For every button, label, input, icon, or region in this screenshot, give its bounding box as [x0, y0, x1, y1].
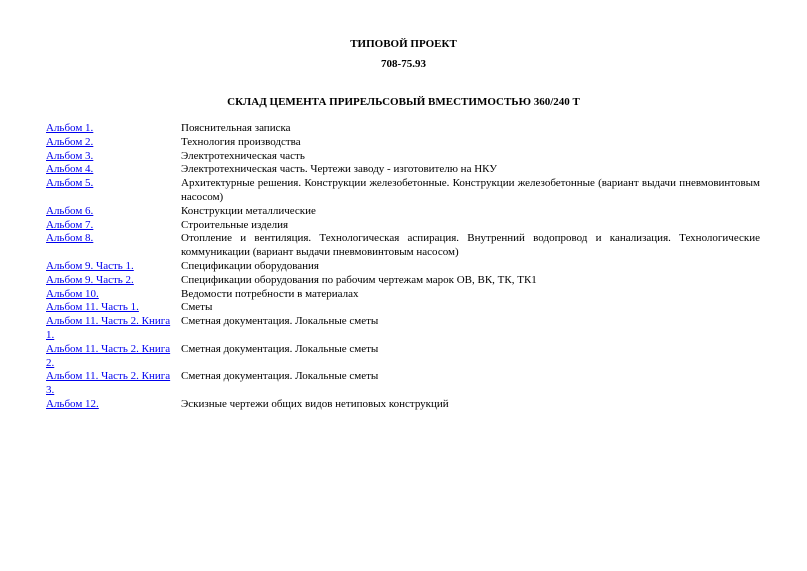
album-link[interactable]: Альбом 5.: [46, 177, 94, 190]
album-cell: [46, 177, 181, 205]
album-description: Сметная документация. Локальные сметы: [181, 315, 379, 328]
album-description: Электротехническая часть. Чертежи заводу - изготовителю на НКУ: [181, 163, 498, 176]
album-link[interactable]: Альбом 4.: [46, 163, 94, 176]
album-description: Архитектурные решения. Конструкции железобетонные. Конструкции железобетонные (вариант выдачи пневмовинтовым насосом): [181, 177, 760, 203]
album-description: Отопление и вентиляция. Технологическая аспирация. Внутренний водопровод и канализация. Технологические коммуникации (вариант выдачи пневмовинтовым насосом): [181, 232, 760, 259]
album-description: Строительные изделия: [181, 218, 289, 231]
album-description: Пояснительная записка: [181, 122, 291, 134]
album-description: Сметная документация. Локальные сметы: [181, 342, 379, 355]
project-code: 708-75.93: [381, 58, 426, 70]
album-row: [46, 288, 760, 302]
album-description: Спецификации оборудования: [181, 259, 319, 272]
album-link[interactable]: Альбом 10.: [46, 287, 99, 300]
album-row: [46, 205, 760, 219]
album-description: Конструкции металлические: [181, 204, 316, 217]
album-row: [46, 163, 760, 177]
album-description: Сметы: [181, 301, 213, 314]
album-row: [46, 301, 760, 315]
album-cell: [46, 370, 181, 398]
album-cell: [46, 122, 181, 136]
album-rows: [46, 122, 760, 412]
album-link[interactable]: Альбом 9. Часть 2.: [46, 273, 134, 286]
album-row: [46, 398, 760, 412]
album-cell: [46, 274, 181, 288]
album-cell: [46, 301, 181, 315]
album-row: [46, 260, 760, 274]
album-link[interactable]: Альбом 9. Часть 1.: [46, 259, 134, 272]
album-link[interactable]: Альбом 11. Часть 2. Книга 1.: [46, 315, 171, 341]
album-link[interactable]: Альбом 1.: [46, 122, 94, 134]
album-link[interactable]: Альбом 2.: [46, 135, 94, 148]
album-row: [46, 122, 760, 136]
album-cell: [46, 136, 181, 150]
album-cell: [46, 219, 181, 233]
album-row: [46, 370, 760, 398]
album-row: [46, 315, 760, 343]
album-cell: [46, 205, 181, 219]
album-link[interactable]: Альбом 11. Часть 2. Книга 3.: [46, 370, 171, 397]
album-description: Эскизные чертежи общих видов нетиповых конструкций: [181, 397, 449, 410]
album-link[interactable]: Альбом 3.: [46, 149, 94, 162]
album-cell: [46, 315, 181, 343]
album-row: [46, 343, 760, 371]
album-link[interactable]: Альбом 11. Часть 1.: [46, 301, 139, 314]
album-cell: [46, 343, 181, 371]
album-row: [46, 136, 760, 150]
album-row: [46, 232, 760, 260]
album-description: Электротехническая часть: [181, 149, 305, 162]
album-description: Сметная документация. Локальные сметы: [181, 370, 379, 383]
album-link[interactable]: Альбом 7.: [46, 218, 94, 231]
project-type-heading: ТИПОВОЙ ПРОЕКТ: [350, 38, 457, 50]
album-link[interactable]: Альбом 6.: [46, 204, 94, 217]
album-link[interactable]: Альбом 8.: [46, 232, 94, 245]
album-cell: [46, 260, 181, 274]
project-name: СКЛАД ЦЕМЕНТА ПРИРЕЛЬСОВЫЙ ВМЕСТИМОСТЬЮ 360/240 Т: [227, 96, 580, 108]
album-list: [46, 122, 760, 412]
album-link[interactable]: Альбом 12.: [46, 397, 99, 410]
album-cell: [46, 150, 181, 164]
album-row: [46, 177, 760, 205]
album-row: [46, 274, 760, 288]
album-link[interactable]: Альбом 11. Часть 2. Книга 2.: [46, 342, 171, 369]
album-description: Технология производства: [181, 135, 301, 148]
album-row: [46, 150, 760, 164]
album-cell: [46, 163, 181, 177]
album-cell: [46, 232, 181, 260]
album-cell: [46, 398, 181, 412]
album-cell: [46, 288, 181, 302]
album-description: Ведомости потребности в материалах: [181, 287, 359, 300]
album-row: [46, 219, 760, 233]
album-description: Спецификации оборудования по рабочим чертежам марок ОВ, ВК, ТК, ТК1: [181, 273, 537, 286]
